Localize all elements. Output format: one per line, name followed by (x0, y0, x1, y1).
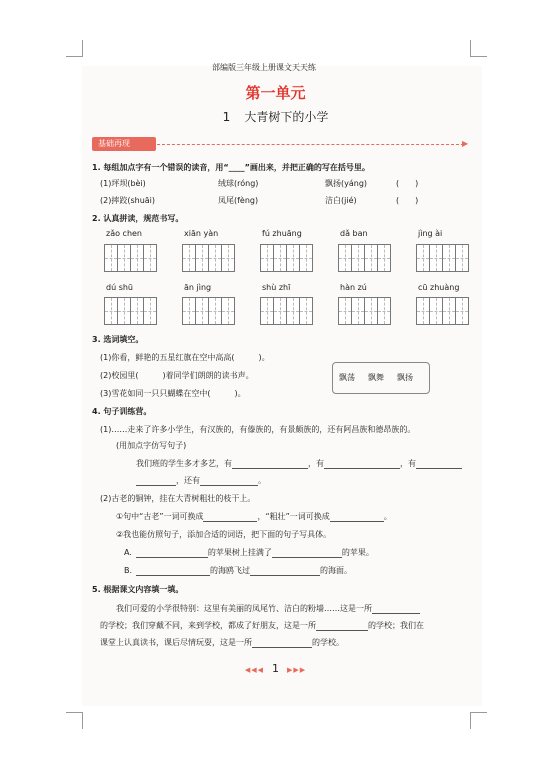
q4-title: 4. 句子训练营。 (92, 407, 152, 416)
crop-mark-top-right (470, 40, 487, 57)
writing-cell[interactable] (208, 297, 222, 325)
q2-pinyin: xiān yàn (184, 229, 219, 238)
section-tag: 基础再现 (92, 137, 156, 151)
writing-cell[interactable] (143, 244, 157, 272)
q2-pinyin: dǎ ban (340, 229, 368, 238)
writing-cell[interactable] (286, 297, 300, 325)
page-number-bar (0, 662, 551, 675)
writing-cell[interactable] (104, 244, 118, 272)
q1-r1-answer[interactable]: ( ) (396, 179, 419, 188)
blank[interactable] (136, 477, 176, 486)
writing-cell[interactable] (351, 244, 365, 272)
unit-title: 第一单元 (245, 84, 306, 102)
q3-word-3: 飘扬 (397, 373, 413, 382)
writing-cell[interactable] (221, 297, 235, 325)
writing-cell[interactable] (442, 297, 456, 325)
blank[interactable] (136, 549, 208, 558)
q3-item-1: (1)你看，鲜艳的五星红旗在空中高高( )。 (100, 353, 270, 362)
q1-r2-c2: 凤尾(fèng) (218, 196, 259, 205)
writing-cell[interactable] (351, 297, 365, 325)
writing-cell[interactable] (130, 297, 144, 325)
q4-line-a: A. 的苹果树上挂满了 的苹果。 (124, 548, 374, 557)
blank[interactable] (316, 622, 368, 631)
writing-cell[interactable] (364, 297, 378, 325)
section-divider (152, 144, 464, 145)
q5-title: 5. 根据课文内容填一填。 (92, 585, 184, 594)
q1-r2-c3: 洁白(jié) (325, 196, 357, 205)
q4-instruction: (用加点字仿写句子) (116, 441, 187, 450)
q2-pinyin: jìng ài (418, 229, 443, 238)
q5-line-2: 的学校；我们穿戴不同，来到学校，都成了好朋友，这是一所 的学校；我们在 (100, 621, 424, 630)
q4-passage-1: (1)……走来了许多小学生，有汉族的，有傣族的，有景颇族的，还有阿昌族和德昂族的。 (100, 425, 416, 434)
q2-writing-boxes[interactable] (338, 244, 390, 272)
q2-writing-boxes[interactable] (104, 244, 156, 272)
writing-cell[interactable] (286, 244, 300, 272)
writing-cell[interactable] (416, 297, 430, 325)
q4-sub-1: ①句中“古老”一词可换成 ，“粗壮”一词可换成 。 (116, 512, 392, 521)
header-title: 部编版三年级上册课文天天练 (212, 63, 316, 72)
writing-cell[interactable] (455, 297, 469, 325)
q2-pinyin: ān jìng (184, 283, 212, 292)
blank[interactable] (250, 567, 320, 576)
writing-cell[interactable] (117, 297, 131, 325)
blank[interactable] (136, 567, 210, 576)
writing-cell[interactable] (273, 244, 287, 272)
lesson-title (0, 108, 551, 125)
q2-pinyin: cū zhuàng (418, 283, 460, 292)
writing-cell[interactable] (429, 297, 443, 325)
arrow-right-icon: ▶▶▶ (287, 666, 307, 674)
q1-r2-c1: (2)摔跤(shuāi) (100, 196, 156, 205)
blank[interactable] (324, 460, 400, 469)
q1-r1-c3: 飘扬(yáng) (325, 179, 368, 188)
writing-cell[interactable] (182, 297, 196, 325)
q4-sentence-1-cont: ，还有 。 (136, 475, 266, 486)
writing-cell[interactable] (429, 244, 443, 272)
q2-writing-boxes[interactable] (182, 297, 234, 325)
blank[interactable] (203, 513, 257, 522)
q2-writing-boxes[interactable] (338, 297, 390, 325)
blank[interactable] (252, 639, 312, 648)
q1-r2-answer[interactable]: ( ) (396, 196, 419, 205)
writing-cell[interactable] (273, 297, 287, 325)
q3-word-box (332, 362, 430, 394)
writing-cell[interactable] (104, 297, 118, 325)
blank[interactable] (272, 549, 342, 558)
writing-cell[interactable] (260, 297, 274, 325)
q2-writing-boxes[interactable] (416, 244, 468, 272)
writing-cell[interactable] (221, 244, 235, 272)
q2-writing-boxes[interactable] (260, 297, 312, 325)
writing-cell[interactable] (117, 244, 131, 272)
q4-passage-2: (2)古老的铜钟，挂在大青树粗壮的枝干上。 (100, 494, 256, 503)
q4-line-b: B. 的海鸥飞过 的海面。 (124, 566, 353, 575)
blank[interactable] (200, 477, 258, 486)
q1-r1-c2: 绒球(róng) (218, 179, 259, 188)
q2-pinyin: shù zhī (262, 283, 291, 292)
q2-pinyin: dú shū (106, 283, 133, 292)
writing-cell[interactable] (195, 297, 209, 325)
q2-pinyin: hàn zú (340, 283, 367, 292)
q1-r1-c1: (1)坪坝(bèi) (100, 179, 146, 188)
crop-mark-bottom-right (470, 712, 487, 729)
writing-cell[interactable] (442, 244, 456, 272)
q2-writing-boxes[interactable] (104, 297, 156, 325)
q4-sentence-1: 我们班的学生多才多艺，有 ，有 ，有 (136, 458, 462, 469)
q3-word-1: 飘荡 (339, 373, 355, 382)
writing-cell[interactable] (377, 297, 391, 325)
writing-cell[interactable] (143, 297, 157, 325)
q2-writing-boxes[interactable] (416, 297, 468, 325)
lesson-number: 1 (222, 110, 231, 124)
q2-pinyin: zǎo chen (106, 229, 142, 238)
writing-cell[interactable] (455, 244, 469, 272)
lesson-name: 大青树下的小学 (244, 110, 329, 124)
writing-cell[interactable] (377, 244, 391, 272)
q2-title: 2. 认真拼读，规范书写。 (92, 214, 184, 223)
q3-word-2: 飘舞 (368, 373, 384, 382)
writing-cell[interactable] (195, 244, 209, 272)
writing-cell[interactable] (130, 244, 144, 272)
arrow-right-icon: ▶ (462, 139, 469, 148)
writing-cell[interactable] (416, 244, 430, 272)
q2-pinyin: fú zhuāng (262, 229, 302, 238)
blank[interactable] (232, 460, 308, 469)
writing-cell[interactable] (338, 244, 352, 272)
crop-mark-top-left (66, 40, 83, 57)
blank[interactable] (416, 460, 462, 469)
q3-item-2: (2)校园里( )着同学们朗朗的读书声。 (100, 371, 254, 380)
q5-line-1: 我们可爱的小学很特别：这里有美丽的凤尾竹、洁白的粉墙……这是一所 (116, 603, 420, 614)
writing-cell[interactable] (182, 244, 196, 272)
q2-writing-boxes[interactable] (260, 244, 312, 272)
writing-cell[interactable] (260, 244, 274, 272)
q5-line-3: 课堂上认真读书，课后尽情玩耍，这是一所 的学校。 (100, 638, 344, 647)
page-number: 1 (272, 662, 279, 675)
q2-writing-boxes[interactable] (182, 244, 234, 272)
crop-mark-bottom-left (66, 712, 83, 729)
arrow-left-icon: ◀◀◀ (244, 666, 264, 674)
writing-cell[interactable] (299, 297, 313, 325)
writing-cell[interactable] (364, 244, 378, 272)
q3-item-3: (3)雪花如同一只只蝴蝶在空中( )。 (100, 389, 246, 398)
blank[interactable] (372, 605, 420, 614)
writing-cell[interactable] (299, 244, 313, 272)
q4-sub-2: ②我也能仿照句子，添加合适的词语，把下面的句子写具体。 (116, 530, 332, 539)
q3-title: 3. 选词填空。 (92, 335, 144, 344)
q1-title: 1. 每组加点字有一个错误的读音，用“____”画出来，并把正确的写在括号里。 (92, 163, 370, 172)
writing-cell[interactable] (208, 244, 222, 272)
writing-cell[interactable] (338, 297, 352, 325)
blank[interactable] (330, 513, 384, 522)
